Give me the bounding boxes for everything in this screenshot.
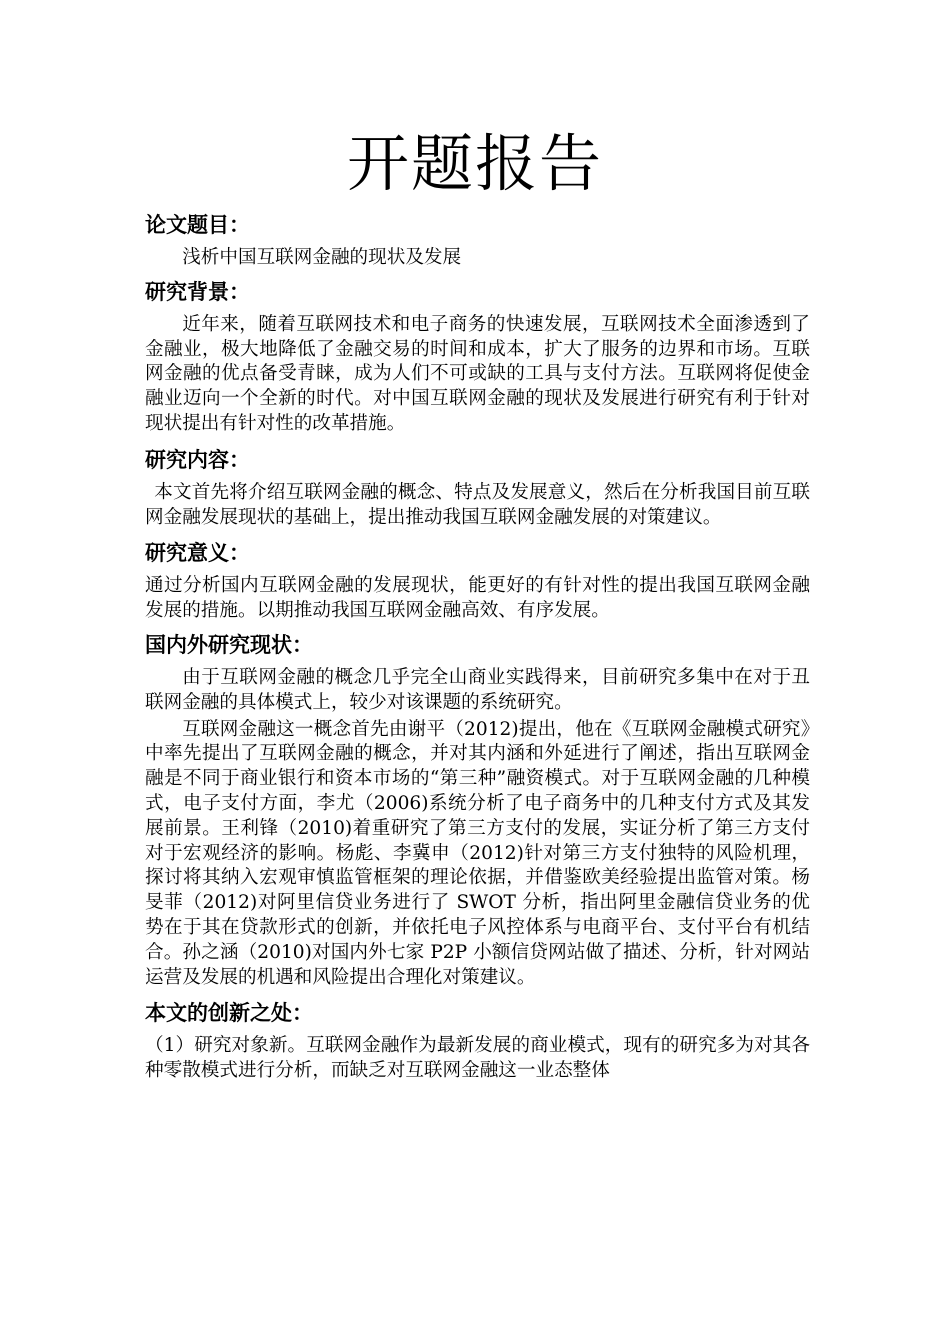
section-innovation [145, 998, 810, 1084]
background-heading: 研究背景： [145, 279, 250, 304]
background-text: 近年来，随着互联网技术和电子商务的快速发展，互联网技术全面渗透到了金融业，极大地降低了金融交易的时间和成本，扩大了服务的边界和市场。互联网金融的优点备受青睐，成为人们不可或缺的工具与支付方法。互联网将促使金融业迈向一个全新的时代。对中国互联网金融的现状及发展进行研究有利于针对现状提出有针对性的改革措施。 [145, 313, 810, 434]
significance-heading: 研究意义： [145, 541, 250, 566]
content-text: 本文首先将介绍互联网金融的概念、特点及发展意义，然后在分析我国目前互联网金融发展现状的基础上，提出推动我国互联网金融发展的对策建议。 [145, 481, 810, 528]
content-heading: 研究内容： [145, 447, 250, 472]
section-research-status [145, 630, 810, 990]
section-content [145, 445, 810, 531]
section-topic [145, 210, 810, 271]
innovation-heading: 本文的创新之处： [145, 1001, 313, 1026]
topic-text: 浅析中国互联网金融的现状及发展 [182, 247, 462, 268]
section-background [145, 277, 810, 437]
significance-text: 通过分析国内互联网金融的发展现状，能更好的有针对性的提出我国互联网金融发展的措施。以期推动我国互联网金融高效、有序发展。 [145, 575, 810, 622]
status-heading: 国内外研究现状： [145, 632, 313, 657]
innovation-text: （1）研究对象新。互联网金融作为最新发展的商业模式，现有的研究多为对其各种零散模式进行分析，而缺乏对互联网金融这一业态整体 [145, 1035, 810, 1082]
document-title: 开题报告 [346, 127, 603, 200]
status-paragraph-2: 互联网金融这一概念首先由谢平（2012)提出，他在《互联网金融模式研究》中率先提出了互联网金融的概念，并对其内涵和外延进行了阐述，指出互联网金融是不同于商业银行和资本市场的“第三种”融资模式。对于互联网金融的几种模式，电子支付方面，李尤（2006)系统分析了电子商务中的几种支付方式及其发展前景。王利锋（2010)着重研究了第三方支付的发展，实证分析了第三方支付对于宏观经济的影响。杨彪、李冀申（2012)针对第三方支付独特的风险机理，探讨将其纳入宏观审慎监管框架的理论依据，并借鉴欧美经验提出监管对策。杨旻菲（2012)对阿里信贷业务进行了 SWOT 分析，指出阿里金融信贷业务的优势在于其在贷款形式的创新，并依托电子风控体系与电商平台、支付平台有机结合。孙之涵（2010)对国内外七家 P2P 小额信贷网站做了描述、分析，针对网站运营及发展的机遇和风险提出合理化对策建议。 [145, 718, 810, 988]
section-significance [145, 538, 810, 624]
status-paragraph-1: 由于互联网金融的概念几乎完全山商业实践得来，目前研究多集中在对于丑联网金融的具体模式上，较少对该课题的系统研究。 [145, 666, 810, 713]
topic-heading: 论文题目： [145, 213, 250, 237]
document-body [145, 210, 810, 1084]
